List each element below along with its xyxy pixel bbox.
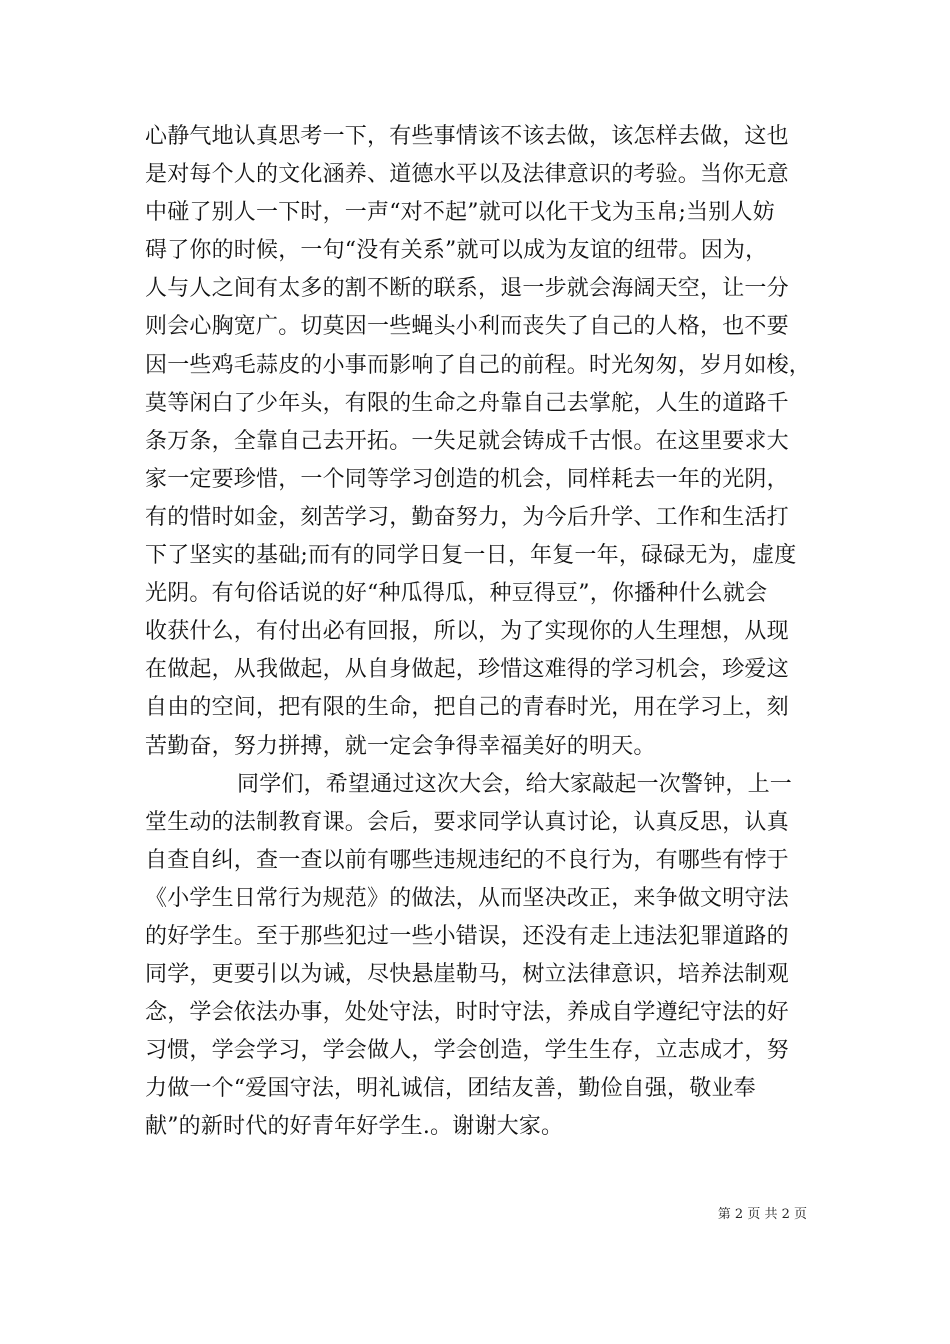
text-line: 同学，更要引以为诫，尽快悬崖勒马，树立法律意识，培养法制观 (145, 962, 789, 988)
text-line: 堂生动的法制教育课。会后，要求同学认真讨论，认真反思，认真 (145, 809, 789, 835)
text-line: 则会心胸宽广。切莫因一些蝇头小利而丧失了自己的人格，也不要 (145, 314, 789, 340)
text-line: 在做起，从我做起，从自身做起，珍惜这难得的学习机会，珍爱这 (145, 657, 789, 683)
text-line: 念，学会依法办事，处处守法，时时守法，养成自学遵纪守法的好 (145, 1000, 789, 1026)
text-line: 家一定要珍惜，一个同等学习创造的机会，同样耗去一年的光阴， (145, 466, 789, 492)
text-line: 自由的空间，把有限的生命，把自己的青春时光，用在学习上，刻 (145, 695, 789, 721)
text-line: 莫等闲白了少年头，有限的生命之舟靠自己去掌舵，人生的道路千 (145, 390, 789, 416)
text-line: 下了坚实的基础;而有的同学日复一日，年复一年，碌碌无为，虚度 (145, 543, 797, 569)
text-line: 人与人之间有太多的割不断的联系，退一步就会海阔天空，让一分 (145, 276, 789, 302)
text-line: 习惯，学会学习，学会做人，学会创造，学生生存，立志成才，努 (145, 1038, 789, 1064)
text-line: 中碰了别人一下时，一声“对不起”就可以化干戈为玉帛;当别人妨 (145, 200, 775, 226)
paragraph-start-line: 同学们，希望通过这次大会，给大家敲起一次警钟，上一 (237, 771, 793, 797)
text-line: 力做一个“爱国守法，明礼诚信，团结友善，勤俭自强，敬业奉 (145, 1076, 756, 1102)
text-line: 《小学生日常行为规范》的做法，从而坚决改正，来争做文明守法 (145, 885, 789, 911)
text-line: 自查自纠，查一查以前有哪些违规违纪的不良行为，有哪些有悖于 (145, 847, 789, 873)
page-number-footer: 第 2 页 共 2 页 (717, 1207, 807, 1222)
text-line: 心静气地认真思考一下，有些事情该不该去做，该怎样去做，这也 (145, 124, 789, 149)
body-text (145, 118, 810, 1147)
text-line: 有的惜时如金，刻苦学习，勤奋努力，为今后升学、工作和生活打 (145, 504, 789, 530)
text-line: 光阴。有句俗话说的好“种瓜得瓜，种豆得豆”，你播种什么就会 (145, 581, 768, 607)
text-line: 收获什么，有付出必有回报，所以，为了实现你的人生理想，从现 (145, 619, 789, 645)
text-line: 因一些鸡毛蒜皮的小事而影响了自己的前程。时光匆匆，岁月如梭， (145, 352, 812, 378)
text-line: 是对每个人的文化涵养、道德水平以及法律意识的考验。当你无意 (145, 162, 789, 188)
text-line: 碍了你的时候，一句“没有关系”就可以成为友谊的纽带。因为， (145, 238, 768, 264)
text-line: 献”的新时代的好青年好学生.。谢谢大家。 (145, 1114, 564, 1140)
text-line: 苦勤奋，努力拼搏，就一定会争得幸福美好的明天。 (145, 733, 656, 759)
text-line: 的好学生。至于那些犯过一些小错误，还没有走上违法犯罪道路的 (145, 923, 789, 949)
text-line: 条万条，全靠自己去开拓。一失足就会铸成千古恨。在这里要求大 (145, 428, 789, 454)
